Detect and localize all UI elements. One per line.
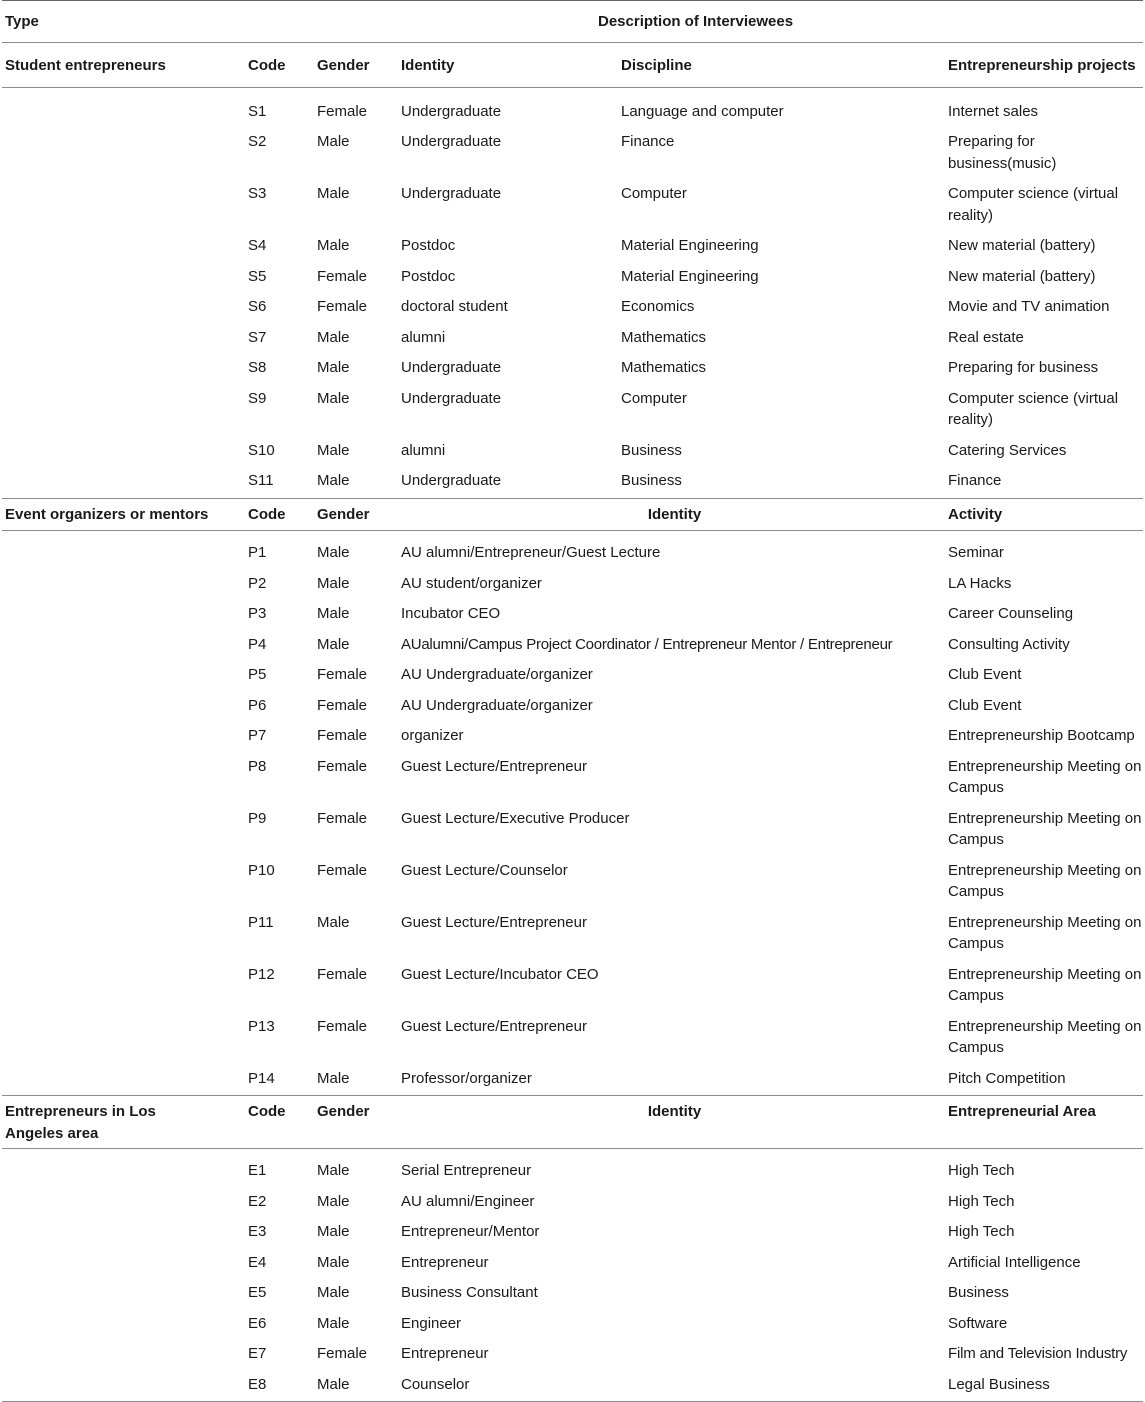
identity-cell: Counselor (401, 1370, 948, 1402)
table-row (2, 1309, 1143, 1340)
gender-cell: Male (317, 389, 350, 407)
code-cell: E2 (248, 1192, 267, 1210)
identity-cell: Undergraduate (401, 389, 502, 407)
gender-cell: Female (317, 809, 368, 827)
table-row (2, 1248, 1143, 1279)
activity-cell: Career Counseling (948, 605, 1074, 622)
discipline-cell: Mathematics (621, 359, 707, 376)
code-cell: P12 (248, 965, 275, 983)
activity-cell: Entrepreneurship Meeting on Campus (948, 1017, 1142, 1056)
table-row (2, 531, 1143, 569)
activity-cell: Pitch Competition (948, 1064, 1143, 1096)
column-header: Identity (401, 43, 621, 88)
table-row (2, 292, 1143, 323)
code-cell: S8 (248, 359, 267, 376)
identity-cell: AU Undergraduate/organizer (401, 666, 593, 683)
code-cell: S9 (248, 389, 267, 407)
table-row (2, 262, 1143, 293)
discipline-cell: Finance (621, 133, 675, 150)
table-top-header (2, 1, 1143, 43)
column-header: Code (248, 43, 317, 88)
code-cell: E8 (248, 1370, 317, 1402)
table-row (2, 231, 1143, 262)
section-title: Entrepreneurs in Los Angeles area (2, 1096, 248, 1149)
table-row (2, 179, 1143, 231)
section-la-entrepreneurs (2, 1096, 1143, 1402)
activity-cell: Entrepreneurship Meeting on Campus (948, 757, 1142, 796)
code-cell: P3 (248, 605, 267, 622)
table-row (2, 721, 1143, 752)
area-cell: High Tech (948, 1162, 1015, 1179)
code-cell: P5 (248, 666, 267, 683)
discipline-cell: Language and computer (621, 102, 784, 120)
identity-cell: Guest Lecture/Entrepreneur (401, 913, 587, 931)
activity-cell: Entrepreneurship Meeting on Campus (948, 861, 1142, 900)
identity-cell: Guest Lecture/Entrepreneur (401, 1017, 587, 1035)
code-cell: P13 (248, 1017, 275, 1035)
code-cell: P6 (248, 696, 267, 714)
identity-cell: Guest Lecture/Counselor (401, 861, 568, 879)
table-row (2, 660, 1143, 691)
identity-cell: Incubator CEO (401, 605, 501, 622)
code-cell: E4 (248, 1253, 267, 1271)
discipline-cell: Material Engineering (621, 237, 759, 254)
gender-cell: Female (317, 727, 368, 744)
activity-cell: Entrepreneurship Meeting on Campus (948, 809, 1142, 848)
project-cell: Internet sales (948, 102, 1039, 120)
code-cell: P4 (248, 635, 267, 653)
identity-cell: Guest Lecture/Executive Producer (401, 809, 630, 827)
identity-cell: Postdoc (401, 267, 456, 285)
gender-cell: Male (317, 544, 350, 561)
discipline-cell: Computer (621, 389, 687, 407)
gender-cell: Female (317, 666, 368, 683)
activity-cell: Entrepreneurship Meeting on Campus (948, 965, 1142, 1004)
gender-cell: Female (317, 965, 368, 983)
column-header: Gender (317, 498, 401, 531)
section-student-entrepreneurs (2, 43, 1143, 499)
table-row (2, 1012, 1143, 1064)
area-cell: Business (948, 1284, 1009, 1301)
column-header: Entrepreneurial Area (948, 1096, 1143, 1149)
discipline-cell: Computer (621, 185, 687, 202)
code-cell: P11 (248, 913, 274, 931)
discipline-cell: Business (621, 466, 948, 498)
identity-cell: Guest Lecture/Entrepreneur (401, 757, 587, 775)
code-cell: S1 (248, 102, 267, 120)
column-header: Entrepreneurship projects (948, 43, 1143, 88)
gender-cell: Male (317, 913, 350, 931)
gender-cell: Male (317, 185, 350, 202)
table-row (2, 384, 1143, 436)
gender-cell: Male (317, 359, 350, 376)
identity-cell: Undergraduate (401, 466, 621, 498)
identity-cell: Business Consultant (401, 1284, 538, 1301)
code-cell: E7 (248, 1345, 267, 1362)
code-cell: S10 (248, 441, 275, 459)
identity-cell: Guest Lecture/Incubator CEO (401, 965, 599, 983)
table-row (2, 599, 1143, 630)
gender-cell: Male (317, 574, 350, 592)
project-cell: Finance (948, 466, 1143, 498)
code-cell: P9 (248, 809, 267, 827)
area-cell: Software (948, 1314, 1008, 1332)
column-header: Identity (401, 498, 948, 531)
section-event-organizers (2, 498, 1143, 1096)
code-cell: E3 (248, 1223, 267, 1240)
gender-cell: Male (317, 1284, 350, 1301)
code-cell: E6 (248, 1314, 267, 1332)
gender-cell: Female (317, 861, 368, 879)
table-row (2, 960, 1143, 1012)
identity-cell: doctoral student (401, 298, 508, 315)
gender-cell: Female (317, 1017, 368, 1035)
identity-cell: Professor/organizer (401, 1064, 948, 1096)
table-row (2, 804, 1143, 856)
table-row (2, 630, 1143, 661)
gender-cell: Male (317, 466, 401, 498)
identity-cell: Serial Entrepreneur (401, 1162, 532, 1179)
code-cell: S2 (248, 133, 267, 150)
table-row (2, 466, 1143, 498)
discipline-cell: Material Engineering (621, 267, 759, 285)
project-cell: Real estate (948, 328, 1024, 346)
section-title: Student entrepreneurs (2, 43, 248, 88)
table-row (2, 1187, 1143, 1218)
table-row (2, 323, 1143, 354)
gender-cell: Male (317, 605, 350, 622)
gender-cell: Female (317, 102, 368, 120)
discipline-cell: Business (621, 441, 682, 459)
project-cell: Preparing for business (948, 359, 1099, 376)
code-cell: P1 (248, 544, 267, 561)
discipline-cell: Mathematics (621, 328, 707, 346)
identity-cell: Entrepreneur (401, 1253, 489, 1271)
code-cell: P7 (248, 727, 267, 744)
interviewees-table (2, 0, 1143, 1402)
project-cell: Preparing for business(music) (948, 133, 1057, 172)
gender-cell: Male (317, 1223, 350, 1240)
gender-cell: Female (317, 267, 368, 285)
column-header: Identity (401, 1096, 948, 1149)
gender-cell: Male (317, 133, 350, 150)
table-row (2, 752, 1143, 804)
code-cell: P8 (248, 757, 267, 775)
code-cell: S3 (248, 185, 267, 202)
activity-cell: Club Event (948, 666, 1022, 683)
description-header: Description of Interviewees (248, 1, 1143, 43)
code-cell: P10 (248, 861, 275, 879)
project-cell: Catering Services (948, 441, 1067, 459)
identity-cell: Entrepreneur/Mentor (401, 1223, 540, 1240)
project-cell: Computer science (virtual reality) (948, 389, 1119, 428)
column-header: Activity (948, 498, 1143, 531)
section-header (2, 1096, 1143, 1149)
area-cell: High Tech (948, 1192, 1015, 1210)
code-cell: S11 (248, 466, 317, 498)
code-cell: E5 (248, 1284, 267, 1301)
project-cell: New material (battery) (948, 237, 1096, 254)
identity-cell: Undergraduate (401, 359, 502, 376)
table-row (2, 691, 1143, 722)
identity-cell: AU alumni/Engineer (401, 1192, 535, 1210)
gender-cell: Male (317, 1253, 350, 1271)
table-row (2, 1217, 1143, 1248)
section-header (2, 43, 1143, 88)
gender-cell: Male (317, 1064, 401, 1096)
gender-cell: Male (317, 1192, 350, 1210)
activity-cell: LA Hacks (948, 574, 1012, 592)
project-cell: Movie and TV animation (948, 298, 1110, 315)
column-header: Gender (317, 43, 401, 88)
identity-cell: Undergraduate (401, 102, 502, 120)
area-cell: High Tech (948, 1223, 1015, 1240)
gender-cell: Male (317, 1162, 350, 1179)
gender-cell: Male (317, 635, 350, 653)
project-cell: Computer science (virtual reality) (948, 185, 1119, 224)
code-cell: S4 (248, 237, 267, 254)
table-row (2, 1064, 1143, 1096)
gender-cell: Female (317, 1345, 368, 1362)
identity-cell: alumni (401, 441, 446, 459)
gender-cell: Female (317, 696, 368, 714)
gender-cell: Female (317, 757, 368, 775)
table-row (2, 1278, 1143, 1309)
identity-cell: AUalumni/Campus Project Coordinator / Entrepreneur Mentor / Entrepreneur (401, 635, 893, 653)
section-title: Event organizers or mentors (2, 498, 248, 531)
table-row (2, 1370, 1143, 1402)
table-row (2, 87, 1143, 127)
identity-cell: Engineer (401, 1314, 462, 1332)
area-cell: Legal Business (948, 1370, 1143, 1402)
identity-cell: AU Undergraduate/organizer (401, 696, 593, 714)
code-cell: S6 (248, 298, 267, 315)
gender-cell: Male (317, 1370, 401, 1402)
activity-cell: Entrepreneurship Bootcamp (948, 727, 1135, 744)
table-row (2, 436, 1143, 467)
identity-cell: alumni (401, 328, 446, 346)
gender-cell: Male (317, 1314, 350, 1332)
activity-cell: Club Event (948, 696, 1022, 714)
identity-cell: Undergraduate (401, 133, 502, 150)
code-cell: P2 (248, 574, 267, 592)
column-header: Code (248, 1096, 317, 1149)
activity-cell: Entrepreneurship Meeting on Campus (948, 913, 1142, 952)
table-row (2, 127, 1143, 179)
gender-cell: Male (317, 237, 350, 254)
code-cell: E1 (248, 1162, 267, 1179)
gender-cell: Male (317, 441, 350, 459)
section-header (2, 498, 1143, 531)
identity-cell: organizer (401, 727, 464, 744)
gender-cell: Female (317, 298, 368, 315)
identity-cell: Undergraduate (401, 185, 502, 202)
table-row (2, 569, 1143, 600)
column-header: Discipline (621, 43, 948, 88)
type-header: Type (2, 1, 248, 43)
area-cell: Film and Television Industry (948, 1345, 1128, 1362)
table-row (2, 353, 1143, 384)
identity-cell: Entrepreneur (401, 1345, 489, 1362)
identity-cell: AU alumni/Entrepreneur/Guest Lecture (401, 544, 661, 561)
column-header: Code (248, 498, 317, 531)
activity-cell: Consulting Activity (948, 635, 1070, 653)
column-header: Gender (317, 1096, 401, 1149)
table-row (2, 1339, 1143, 1370)
code-cell: P14 (248, 1064, 317, 1096)
code-cell: S7 (248, 328, 267, 346)
project-cell: New material (battery) (948, 267, 1096, 285)
activity-cell: Seminar (948, 544, 1004, 561)
discipline-cell: Economics (621, 298, 695, 315)
identity-cell: AU student/organizer (401, 574, 542, 592)
identity-cell: Postdoc (401, 237, 456, 254)
code-cell: S5 (248, 267, 267, 285)
table-row (2, 856, 1143, 908)
table-row (2, 1149, 1143, 1187)
area-cell: Artificial Intelligence (948, 1253, 1081, 1271)
gender-cell: Male (317, 328, 350, 346)
table-row (2, 908, 1143, 960)
